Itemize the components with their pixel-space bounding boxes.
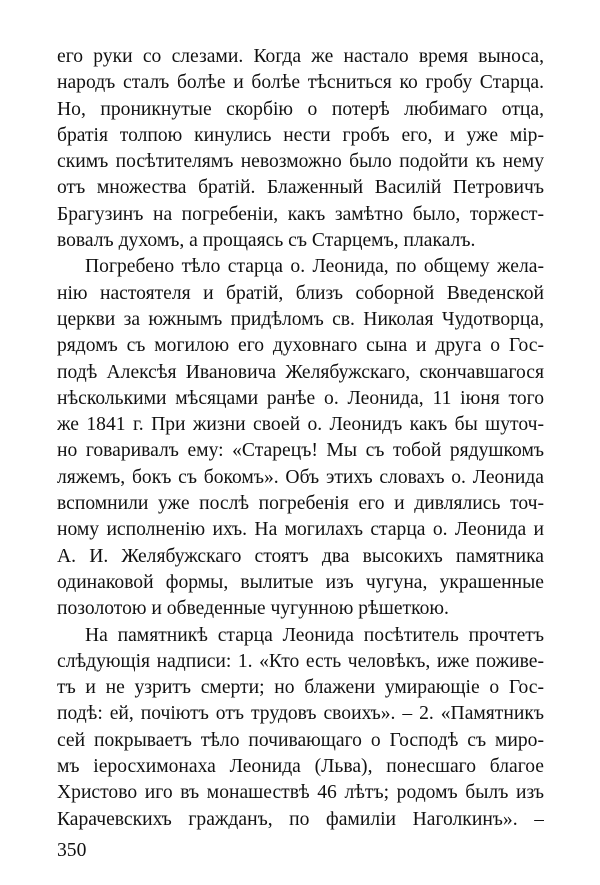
paragraph-start-line: Погребено тѣло старца о. Леонида, по общему жела- [85,256,544,278]
text-line: тъ и не узритъ смерти; но блажени умирающіе о Гос- [57,677,544,699]
text-line: церкви за южнымъ придѣломъ св. Николая Чудотворца, [57,308,544,330]
paragraph-end-line: позолотою и обведенные чугунною рѣшеткою. [57,598,449,620]
text-line: Брагузинъ на погребеніи, какъ замѣтно было, торжест- [57,203,544,225]
text-line: вспомнили уже послѣ погребенія его и дивлялись точ- [57,493,544,515]
text-line: скимъ посѣтителямъ невозможно было подойти къ нему [57,151,544,173]
text-line: подѣ: ей, почіютъ отъ трудовъ своихъ». – 2. «Памятникъ [57,703,544,725]
body-text [57,44,544,833]
text-line: А. И. Желябужскаго стоятъ два высокихъ памятника [57,545,544,567]
text-line: сей покрываетъ тѣло почивающаго о Господѣ съ миро- [57,729,544,751]
text-line: же 1841 г. При жизни своей о. Леонидъ какъ бы шуточ- [57,414,544,436]
text-line: братія толпою кинулись нести гробъ его, и уже мір- [57,124,544,146]
text-line: нѣсколькими мѣсяцами ранѣе о. Леонида, 11 іюня того [57,387,544,409]
page-number: 350 [57,840,87,861]
text-line: слѣдующія надписи: 1. «Кто есть человѣкъ, иже поживе- [57,650,544,672]
paragraph-end-line: вовалъ духомъ, а прощаясь съ Старцемъ, плакалъ. [57,230,476,252]
text-line: его руки со слезами. Когда же настало время выноса, [57,46,544,67]
paragraph-start-line: На памятникѣ старца Леонида посѣтитель прочтетъ [85,624,544,646]
text-line: Карачевскихъ гражданъ, по фамиліи Наголкинъ». – [57,808,544,830]
text-line: нію настоятеля и братій, близъ соборной Введенской [57,282,544,304]
text-line: Но, проникнутые скорбію о потерѣ любимаго отца, [57,98,544,120]
text-line: рядомъ съ могилою его духовнаго сына и друга о Гос- [57,335,544,357]
text-line: ному исполненію ихъ. На могилахъ старца о. Леонида и [57,519,544,541]
text-line: Христово иго въ монашествѣ 46 лѣтъ; родомъ былъ изъ [57,782,544,804]
text-line: отъ множества братій. Блаженный Василій Петровичъ [57,177,544,199]
text-line: но говаривалъ ему: «Старецъ! Мы съ тобой рядушкомъ [57,440,544,462]
text-line: подѣ Алексѣя Ивановича Желябужскаго, скончавшагося [57,361,544,383]
text-line: ляжемъ, бокъ съ бокомъ». Объ этихъ словахъ о. Леонида [57,466,544,488]
text-line: одинаковой формы, вылитые изъ чугуна, украшенные [57,571,544,593]
text-line: мъ іеросхимонаха Леонида (Льва), понесшаго благое [57,756,544,778]
text-line: народъ сталъ болѣе и болѣе тѣсниться ко гробу Старца. [57,72,544,94]
